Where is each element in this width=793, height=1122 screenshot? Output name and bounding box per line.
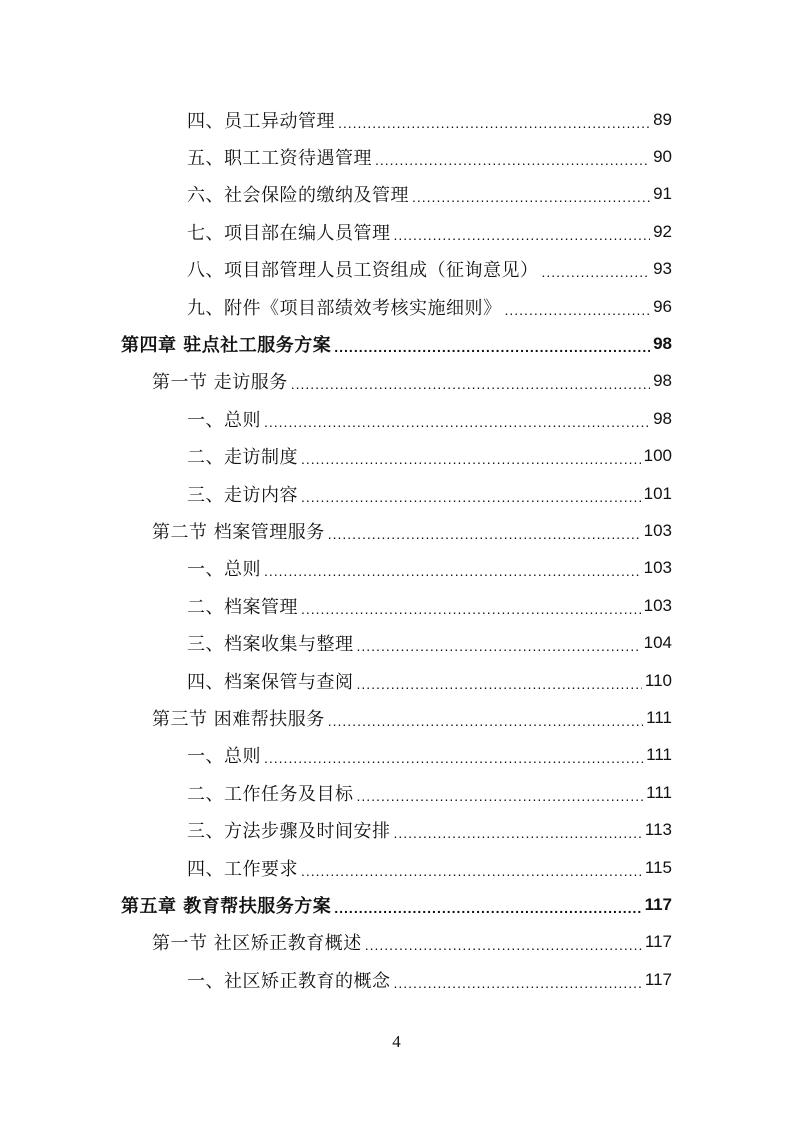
toc-entry-title: 二、工作任务及目标: [187, 783, 354, 805]
toc-entry-title: 第二节 档案管理服务: [152, 521, 325, 543]
toc-entry-page: 103: [643, 520, 672, 540]
toc-entry-title: 二、走访制度: [187, 447, 298, 469]
toc-entry-page: 104: [643, 633, 672, 653]
toc-entry[interactable]: [0, 662, 793, 699]
toc-leader-dots: [264, 415, 650, 429]
toc-leader-dots: [338, 116, 650, 130]
toc-entry[interactable]: [0, 849, 793, 886]
toc-leader-dots: [301, 490, 641, 504]
toc-entry-title: 第四章 驻点社工服务方案: [121, 335, 332, 357]
toc-entry[interactable]: [0, 587, 793, 624]
toc-entry[interactable]: [0, 176, 793, 213]
toc-entry-page: 92: [653, 221, 672, 241]
toc-leader-dots: [291, 377, 650, 391]
toc-entry-title: 七、项目部在编人员管理: [187, 222, 391, 244]
toc-leader-dots: [505, 303, 651, 317]
toc-entry-title: 二、档案管理: [187, 596, 298, 618]
toc-entry-title: 一、总则: [187, 746, 261, 768]
toc-entry-page: 98: [653, 408, 672, 428]
toc-entry-page: 103: [643, 595, 672, 615]
toc-entry[interactable]: [0, 101, 793, 138]
toc-entry-title: 一、总则: [187, 559, 261, 581]
toc-leader-dots: [375, 153, 650, 167]
toc-entry-title: 第三节 困难帮扶服务: [152, 708, 325, 730]
toc-entry-page: 90: [653, 147, 672, 167]
table-of-contents: [0, 101, 793, 998]
toc-entry-page: 91: [653, 184, 672, 204]
toc-leader-dots: [264, 564, 641, 578]
toc-section-entry[interactable]: [0, 699, 793, 736]
toc-entry-title: 五、职工工资待遇管理: [187, 148, 372, 170]
toc-entry-title: 第一节 社区矫正教育概述: [152, 933, 362, 955]
toc-leader-dots: [365, 938, 642, 952]
toc-entry-title: 第五章 教育帮扶服务方案: [121, 895, 332, 917]
toc-section-entry[interactable]: [0, 363, 793, 400]
toc-leader-dots: [412, 190, 650, 204]
toc-leader-dots: [334, 340, 650, 354]
page-number: 4: [392, 1032, 401, 1051]
toc-leader-dots: [394, 826, 642, 840]
toc-entry-page: 113: [644, 820, 672, 840]
toc-entry[interactable]: [0, 774, 793, 811]
toc-leader-dots: [357, 677, 642, 691]
toc-leader-dots: [301, 602, 641, 616]
toc-leader-dots: [334, 901, 641, 915]
toc-entry-page: 98: [653, 371, 672, 391]
toc-leader-dots: [357, 639, 641, 653]
toc-chapter-entry[interactable]: [0, 325, 793, 362]
toc-entry-page: 115: [644, 857, 672, 877]
toc-entry-title: 九、附件《项目部绩效考核实施细则》: [187, 297, 502, 319]
toc-entry-title: 四、档案保管与查阅: [187, 671, 354, 693]
toc-entry-page: 117: [644, 894, 672, 914]
toc-entry-title: 四、工作要求: [187, 858, 298, 880]
toc-entry-title: 四、员工异动管理: [187, 110, 335, 132]
toc-chapter-entry[interactable]: [0, 886, 793, 923]
toc-entry[interactable]: [0, 961, 793, 998]
toc-entry[interactable]: [0, 624, 793, 661]
toc-entry-page: 93: [653, 259, 672, 279]
toc-entry-page: 103: [643, 558, 672, 578]
toc-leader-dots: [328, 714, 643, 728]
toc-entry[interactable]: [0, 288, 793, 325]
toc-entry-title: 六、社会保险的缴纳及管理: [187, 185, 409, 207]
toc-entry[interactable]: [0, 400, 793, 437]
toc-entry-page: 111: [646, 782, 672, 802]
toc-entry-title: 一、总则: [187, 409, 261, 431]
toc-leader-dots: [542, 265, 651, 279]
toc-entry-title: 三、档案收集与整理: [187, 634, 354, 656]
toc-entry-page: 101: [643, 483, 672, 503]
toc-section-entry[interactable]: [0, 512, 793, 549]
toc-entry-page: 110: [644, 670, 672, 690]
toc-entry[interactable]: [0, 138, 793, 175]
toc-leader-dots: [357, 789, 644, 803]
toc-entry[interactable]: [0, 438, 793, 475]
toc-entry-page: 96: [653, 296, 672, 316]
toc-entry-title: 一、社区矫正教育的概念: [187, 970, 391, 992]
toc-leader-dots: [328, 527, 641, 541]
toc-leader-dots: [301, 864, 642, 878]
toc-entry-title: 三、走访内容: [187, 484, 298, 506]
toc-entry-page: 98: [653, 334, 672, 354]
toc-entry-page: 89: [653, 109, 672, 129]
toc-entry[interactable]: [0, 213, 793, 250]
toc-section-entry[interactable]: [0, 924, 793, 961]
toc-entry-title: 第一节 走访服务: [152, 372, 288, 394]
toc-entry-title: 三、方法步骤及时间安排: [187, 821, 391, 843]
toc-entry-page: 117: [644, 969, 672, 989]
toc-entry-title: 八、项目部管理人员工资组成（征询意见）: [187, 260, 539, 282]
toc-entry[interactable]: [0, 475, 793, 512]
toc-entry-page: 111: [646, 745, 672, 765]
toc-leader-dots: [301, 452, 641, 466]
toc-entry-page: 100: [643, 446, 672, 466]
toc-entry[interactable]: [0, 251, 793, 288]
toc-leader-dots: [264, 751, 643, 765]
toc-leader-dots: [394, 976, 642, 990]
toc-entry[interactable]: [0, 811, 793, 848]
toc-entry-page: 111: [646, 707, 672, 727]
toc-entry[interactable]: [0, 550, 793, 587]
toc-entry-page: 117: [644, 932, 672, 952]
toc-leader-dots: [394, 228, 651, 242]
toc-entry[interactable]: [0, 737, 793, 774]
